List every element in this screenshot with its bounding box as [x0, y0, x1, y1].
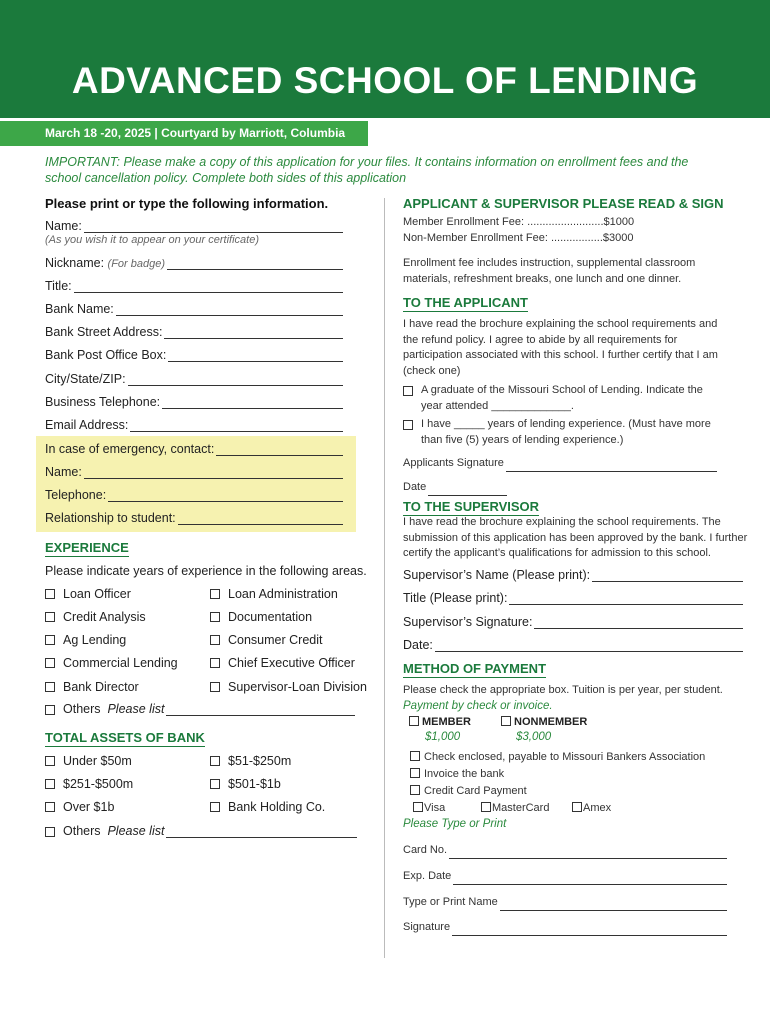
- checkbox[interactable]: [410, 785, 420, 795]
- important-notice: IMPORTANT: Please make a copy of this application for your files. It contains information on enrollment fees and the school cancellation policy. Complete both sides of this application: [45, 155, 689, 185]
- print-name-label: Type or Print Name: [403, 896, 498, 908]
- nickname-note: (For badge): [107, 258, 166, 270]
- applicant-option-text: A graduate of the Missouri School of Lending. Indicate the year attended _____________.: [421, 384, 703, 412]
- pay-amex-option[interactable]: [572, 801, 611, 817]
- emergency-phone-field[interactable]: [45, 488, 343, 502]
- nonmember-fee: [403, 231, 634, 247]
- exp-label: Loan Administration: [228, 587, 338, 601]
- applicant-date-field[interactable]: [403, 480, 507, 496]
- checkbox[interactable]: [210, 682, 220, 692]
- relationship-line[interactable]: [178, 512, 343, 525]
- exp-others-note: Please list: [107, 702, 165, 716]
- exp-label: Commercial Lending: [63, 656, 178, 670]
- relationship-label: Relationship to student:: [45, 511, 176, 525]
- checkbox[interactable]: [45, 705, 55, 715]
- business-phone-line[interactable]: [162, 396, 343, 409]
- bank-name-line[interactable]: [116, 303, 343, 316]
- checkbox[interactable]: [210, 802, 220, 812]
- asset-over-1b[interactable]: [45, 800, 114, 814]
- supervisor-date-label: Date:: [403, 638, 433, 652]
- checkbox[interactable]: [210, 658, 220, 668]
- nickname-field[interactable]: [45, 256, 343, 270]
- nickname-line[interactable]: [167, 257, 343, 270]
- exp-label: Ag Lending: [63, 633, 127, 647]
- exp-label: Chief Executive Officer: [228, 656, 355, 670]
- pay-check-option[interactable]: [410, 750, 705, 766]
- supervisor-heading: TO THE SUPERVISOR: [403, 499, 540, 514]
- type-or-print: Please Type or Print: [403, 818, 507, 830]
- applicant-signature-line[interactable]: [506, 459, 717, 472]
- applicant-option-experience[interactable]: [403, 417, 723, 448]
- exp-credit-analysis[interactable]: [45, 610, 146, 624]
- applicant-date-line[interactable]: [428, 483, 507, 496]
- business-phone-label: Business Telephone:: [45, 395, 161, 409]
- checkbox[interactable]: [45, 658, 55, 668]
- member-fee-value: $1000: [603, 216, 635, 228]
- card-signature-label: Signature: [403, 921, 451, 933]
- checkbox[interactable]: [501, 716, 511, 726]
- checkbox[interactable]: [45, 612, 55, 622]
- checkbox[interactable]: [45, 779, 55, 789]
- checkbox[interactable]: [481, 802, 491, 812]
- bank-name-field[interactable]: [45, 302, 343, 316]
- asset-others-line[interactable]: [166, 825, 357, 838]
- name-note: (As you wish it to appear on your certificate): [45, 234, 259, 246]
- member-price: $1,000: [425, 731, 461, 743]
- member-label: MEMBER: [422, 716, 471, 728]
- card-no-field[interactable]: [403, 843, 727, 859]
- supervisor-date-field[interactable]: [403, 638, 743, 652]
- checkbox[interactable]: [45, 635, 55, 645]
- emergency-contact-label: In case of emergency, contact:: [45, 442, 215, 456]
- bank-street-field[interactable]: [45, 325, 343, 339]
- checkbox[interactable]: [410, 768, 420, 778]
- exp-consumer-credit[interactable]: [210, 633, 322, 647]
- exp-bank-director[interactable]: [45, 680, 139, 694]
- supervisor-name-label: Supervisor’s Name (Please print):: [403, 568, 591, 582]
- print-name-field[interactable]: [403, 895, 727, 911]
- title-label: Title:: [45, 279, 72, 293]
- checkbox[interactable]: [409, 716, 419, 726]
- checkbox[interactable]: [210, 756, 220, 766]
- supervisor-name-line[interactable]: [592, 569, 743, 582]
- event-info: March 18 -20, 2025 | Courtyard by Marriott, Columbia: [45, 126, 346, 140]
- supervisor-text: I have read the brochure explaining the school requirements. The submission of this application has been approved by the bank. I further certify the applicant’s qualifications for admission to this school.: [403, 516, 748, 559]
- supervisor-date-line[interactable]: [435, 639, 743, 652]
- city-line[interactable]: [128, 373, 343, 386]
- applicant-text: I have read the brochure explaining the school requirements and the refund policy. I agree to abide by all requirements for participation associated with this school. I further certify that I am (check one): [403, 318, 718, 377]
- exp-ag-lending[interactable]: [45, 633, 126, 647]
- bank-street-label: Bank Street Address:: [45, 325, 163, 339]
- name-line[interactable]: [84, 220, 343, 233]
- supervisor-title-label: Title (Please print):: [403, 591, 508, 605]
- fee-note: Enrollment fee includes instruction, supplemental classroom materials, refreshment breaks, one lunch and one dinner.: [403, 257, 696, 285]
- asset-51-250m[interactable]: [210, 754, 291, 768]
- pay-visa-label: Visa: [424, 802, 446, 814]
- pay-amex-label: Amex: [583, 802, 612, 814]
- emergency-phone-label: Telephone:: [45, 488, 107, 502]
- asset-under-50m[interactable]: [45, 754, 132, 768]
- city-field[interactable]: [45, 372, 343, 386]
- emergency-contact-line[interactable]: [216, 443, 343, 456]
- city-label: City/State/ZIP:: [45, 372, 126, 386]
- applicant-option-text: I have _____ years of lending experience. (Must have more than five (5) years of lending experience.): [421, 418, 711, 446]
- business-phone-field[interactable]: [45, 395, 343, 409]
- title-field[interactable]: [45, 279, 343, 293]
- card-signature-field[interactable]: [403, 920, 727, 936]
- supervisor-signature-line[interactable]: [534, 616, 743, 629]
- checkbox[interactable]: [45, 589, 55, 599]
- emergency-name-line[interactable]: [84, 466, 343, 479]
- exp-loan-administration[interactable]: [210, 587, 338, 601]
- exp-loan-officer[interactable]: [45, 587, 131, 601]
- applicant-option-graduate[interactable]: [403, 383, 723, 414]
- pay-visa-option[interactable]: [413, 801, 445, 817]
- exp-label: Bank Director: [63, 680, 139, 694]
- asset-label: $251-$500m: [63, 777, 134, 791]
- exp-documentation[interactable]: [210, 610, 312, 624]
- name-field[interactable]: [45, 219, 343, 233]
- bank-po-label: Bank Post Office Box:: [45, 348, 167, 362]
- payment-heading: METHOD OF PAYMENT: [403, 661, 547, 676]
- asset-holding-co[interactable]: [210, 800, 325, 814]
- exp-others[interactable]: [45, 702, 355, 716]
- pay-invoice-option[interactable]: [410, 767, 504, 783]
- asset-label: Bank Holding Co.: [228, 800, 326, 814]
- asset-others[interactable]: [45, 824, 357, 838]
- member-fee: [403, 215, 634, 231]
- nonmember-fee-value: $3000: [602, 232, 634, 244]
- exp-ceo[interactable]: [210, 656, 355, 670]
- right-heading: APPLICANT & SUPERVISOR PLEASE READ & SIGN: [403, 196, 724, 211]
- checkbox[interactable]: [403, 386, 413, 396]
- pay-card-option[interactable]: [410, 784, 527, 800]
- asset-others-label: Others: [63, 824, 101, 838]
- asset-label: Under $50m: [63, 754, 132, 768]
- exp-others-label: Others: [63, 702, 101, 716]
- asset-label: Over $1b: [63, 800, 115, 814]
- exp-date-label: Exp. Date: [403, 870, 452, 882]
- asset-label: $51-$250m: [228, 754, 292, 768]
- email-label: Email Address:: [45, 418, 129, 432]
- supervisor-signature-field[interactable]: [403, 615, 743, 629]
- checkbox[interactable]: [403, 420, 413, 430]
- email-line[interactable]: [130, 419, 343, 432]
- exp-supervisor-loan[interactable]: [210, 680, 367, 694]
- asset-501-1b[interactable]: [210, 777, 281, 791]
- checkbox[interactable]: [45, 827, 55, 837]
- asset-251-500m[interactable]: [45, 777, 133, 791]
- pay-card-label: Credit Card Payment: [424, 785, 527, 797]
- nonmember-fee-label: Non-Member Enrollment Fee: .................: [403, 232, 603, 244]
- card-no-line[interactable]: [449, 846, 727, 859]
- name-label: Name:: [45, 219, 82, 233]
- nickname-label: Nickname:: [45, 256, 105, 270]
- checkbox[interactable]: [210, 779, 220, 789]
- pay-check-label: Check enclosed, payable to Missouri Bankers Association: [424, 751, 706, 763]
- checkbox[interactable]: [210, 612, 220, 622]
- payment-by: Payment by check or invoice.: [403, 700, 553, 712]
- relationship-field[interactable]: [45, 511, 343, 525]
- exp-date-field[interactable]: [403, 869, 727, 885]
- nonmember-price: $3,000: [516, 731, 552, 743]
- exp-label: Consumer Credit: [228, 633, 323, 647]
- exp-label: Documentation: [228, 610, 313, 624]
- bank-po-line[interactable]: [168, 349, 343, 362]
- bank-po-field[interactable]: [45, 348, 343, 362]
- payment-instruction: Please check the appropriate box. Tuition is per year, per student.: [403, 684, 723, 696]
- column-divider: [384, 198, 385, 958]
- supervisor-title-field[interactable]: [403, 591, 743, 605]
- checkbox[interactable]: [413, 802, 423, 812]
- checkbox[interactable]: [572, 802, 582, 812]
- exp-commercial-lending[interactable]: [45, 656, 178, 670]
- checkbox[interactable]: [210, 589, 220, 599]
- applicant-date-label: Date: [403, 481, 427, 493]
- checkbox[interactable]: [410, 751, 420, 761]
- supervisor-title-line[interactable]: [509, 592, 743, 605]
- checkbox[interactable]: [45, 756, 55, 766]
- exp-label: Loan Officer: [63, 587, 131, 601]
- pay-mastercard-label: MasterCard: [492, 802, 550, 814]
- card-no-label: Card No.: [403, 844, 448, 856]
- pay-mastercard-option[interactable]: [481, 801, 549, 817]
- assets-heading: TOTAL ASSETS OF BANK: [45, 730, 205, 745]
- title-line[interactable]: [74, 280, 343, 293]
- asset-others-note: Please list: [107, 824, 165, 838]
- exp-label: Credit Analysis: [63, 610, 146, 624]
- asset-label: $501-$1b: [228, 777, 281, 791]
- event-info-bar: [0, 121, 368, 146]
- applicant-heading: TO THE APPLICANT: [403, 295, 528, 310]
- supervisor-signature-label: Supervisor’s Signature:: [403, 615, 533, 629]
- emergency-name-label: Name:: [45, 465, 82, 479]
- print-name-line[interactable]: [500, 898, 727, 911]
- applicant-signature-field[interactable]: [403, 456, 717, 472]
- nonmember-label: NONMEMBER: [514, 716, 588, 728]
- exp-label: Supervisor-Loan Division: [228, 680, 367, 694]
- checkbox[interactable]: [210, 635, 220, 645]
- experience-heading: EXPERIENCE: [45, 540, 129, 555]
- page-title: ADVANCED SCHOOL OF LENDING: [71, 60, 699, 101]
- member-option[interactable]: [409, 716, 471, 728]
- checkbox[interactable]: [45, 802, 55, 812]
- checkbox[interactable]: [45, 682, 55, 692]
- nonmember-option[interactable]: [501, 716, 587, 728]
- left-heading: Please print or type the following information.: [45, 196, 329, 211]
- experience-instruction: Please indicate years of experience in the following areas.: [45, 564, 367, 578]
- supervisor-name-field[interactable]: [403, 568, 743, 582]
- card-signature-line[interactable]: [452, 923, 727, 936]
- bank-name-label: Bank Name:: [45, 302, 114, 316]
- exp-date-line[interactable]: [453, 872, 727, 885]
- applicant-signature-label: Applicants Signature: [403, 457, 504, 469]
- pay-invoice-label: Invoice the bank: [424, 768, 505, 780]
- emergency-name-field[interactable]: [45, 465, 343, 479]
- email-field[interactable]: [45, 418, 343, 432]
- emergency-contact-field[interactable]: [45, 442, 343, 456]
- member-fee-label: Member Enrollment Fee: .........................: [403, 216, 604, 228]
- exp-others-line[interactable]: [166, 703, 355, 716]
- bank-street-line[interactable]: [164, 326, 343, 339]
- emergency-phone-line[interactable]: [108, 489, 343, 502]
